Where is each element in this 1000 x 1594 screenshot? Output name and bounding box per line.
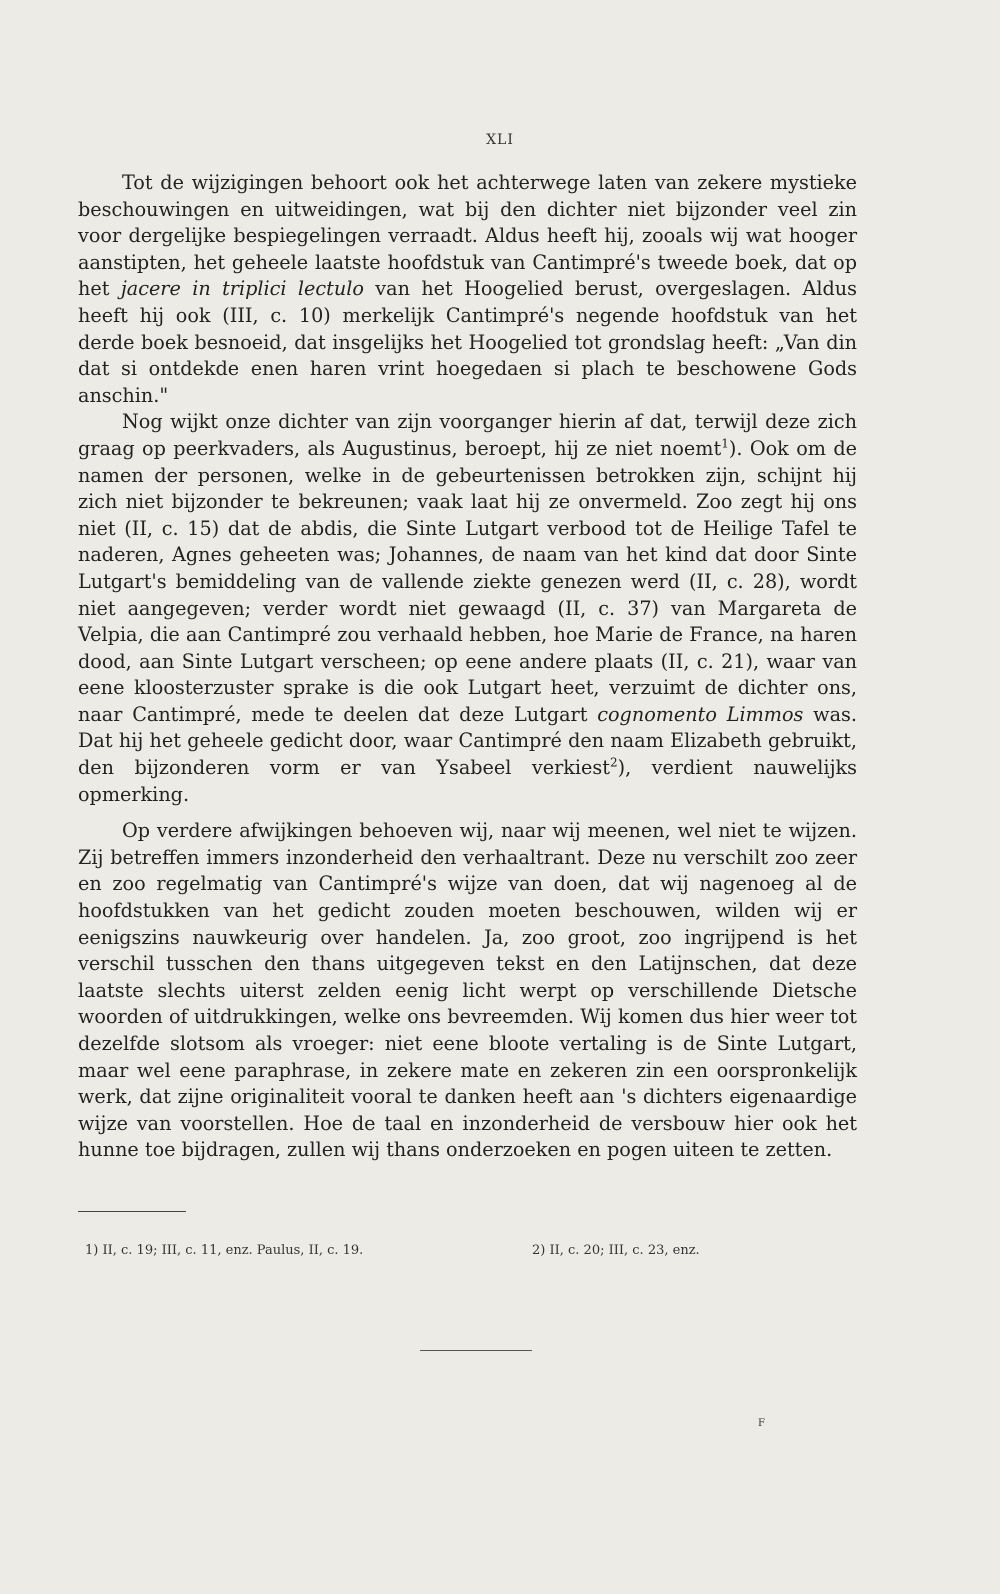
paragraph-2-part-1: Nog wijkt onze dichter van zijn voorganger hierin af dat, terwijl deze zich graag op peerkvaders, als Augustinus, beroept, hij ze niet noemt: [78, 410, 857, 460]
paragraph-2-part-2: ). Ook om de namen der personen, welke in de gebeurtenissen betrokken zijn, schijnt hij zich niet bijzonder te bekreunen; vaak laat hij ze onvermeld. Zoo zegt hij ons niet (II, c. 15) dat de abdis, die Sinte Lutgart verbood tot de Heilige Tafel te naderen, Agnes geheeten was; Johannes, de naam van het kind dat door Sinte Lutgart's bemiddeling van de vallende ziekte genezen werd (II, c. 28), wordt niet aangegeven; verder wordt niet gewaagd (II, c. 37) van Margareta de Velpia, die aan Cantimpré zou verhaald hebben, hoe Marie de France, na haren dood, aan Sinte Lutgart verscheen; op eene andere plaats (II, c. 21), waar van eene kloosterzuster sprake is die ook Lutgart heet, verzuimt de dichter ons, naar Cantimpré, mede te deelen dat deze Lutgart: [78, 436, 857, 726]
paragraph-1-part-1: Tot de wijzigingen behoort ook het achterwege laten van zekere mystieke beschouwingen en uitweidingen, wat bij den dichter niet bijzonder veel zin voor dergelijke bespiegelingen verraadt. Aldus heeft hij, zooals wij wat hooger aanstipten, het geheele laatste hoofdstuk van Cantimpré's tweede boek, dat op het: [78, 171, 857, 301]
paragraph-2: [78, 409, 857, 808]
paragraph-3: Op verdere afwijkingen behoeven wij, naar wij meenen, wel niet te wijzen. Zij betreffen immers inzonderheid den verhaaltrant. Deze nu verschilt zoo zeer en zoo regelmatig van Cantimpré's wijze van doen, dat wij nagenoeg al de hoofdstukken van het gedicht zouden moeten beschouwen, wilden wij er eenigszins nauwkeurig over handelen. Ja, zoo groot, zoo ingrijpend is het verschil tusschen den thans uitgegeven tekst en den Latijnschen, dat deze laatste slechts uiterst zelden eenig licht werpt op verschillende Dietsche woorden of uitdrukkingen, welke ons bevreemden. Wij komen dus hier weer tot dezelfde slotsom als vroeger: niet eene bloote vertaling is de Sinte Lutgart, maar wel eene paraphrase, in zekere mate en zekeren zin een oorspronkelijk werk, dat zijne originaliteit vooral te danken heeft aan 's dichters eigenaardige wijze van voorstellen. Hoe de taal en inzonderheid de versbouw hier ook het hunne toe bijdragen, zullen wij thans onderzoeken en pogen uiteen te zetten.: [78, 819, 857, 1162]
bottom-rule: [420, 1350, 532, 1351]
paragraph-2-part-3: was. Dat hij het geheele gedicht door, waar Cantimpré den naam Elizabeth gebruikt, den bijzonderen vorm er van Ysabeel verkiest: [78, 702, 857, 780]
footnote-ref-2: 2: [609, 755, 618, 770]
latin-phrase-cognomento: cognomento Limmos: [597, 702, 804, 726]
paragraph-1: [78, 170, 857, 409]
footnote-1: 1) II, c. 19; III, c. 11, enz. Paulus, II, c. 19.: [85, 1243, 364, 1258]
footnote-separator: [78, 1211, 186, 1212]
paragraph-2-part-4: ), verdient nauwelijks opmerking.: [78, 756, 857, 806]
latin-phrase-jacere: jacere in triplici lectulo: [120, 277, 364, 301]
signature-mark: F: [758, 1418, 765, 1429]
page-number: XLI: [486, 132, 514, 148]
footnote-ref-1: 1: [721, 436, 729, 451]
paragraph-1-part-2: van het Hoogelied berust, overgeslagen. Aldus heeft hij ook (III, c. 10) merkelijk Cantimpré's negende hoofdstuk van het derde boek besnoeid, dat insgelijks het Hoogelied tot grondslag heeft: „Van din dat si ontdekde enen haren vrint hoegedaen si plach te beschowene Gods anschin.": [78, 277, 858, 407]
body-text: [78, 170, 857, 1164]
footnote-2: 2) II, c. 20; III, c. 23, enz.: [532, 1243, 700, 1258]
